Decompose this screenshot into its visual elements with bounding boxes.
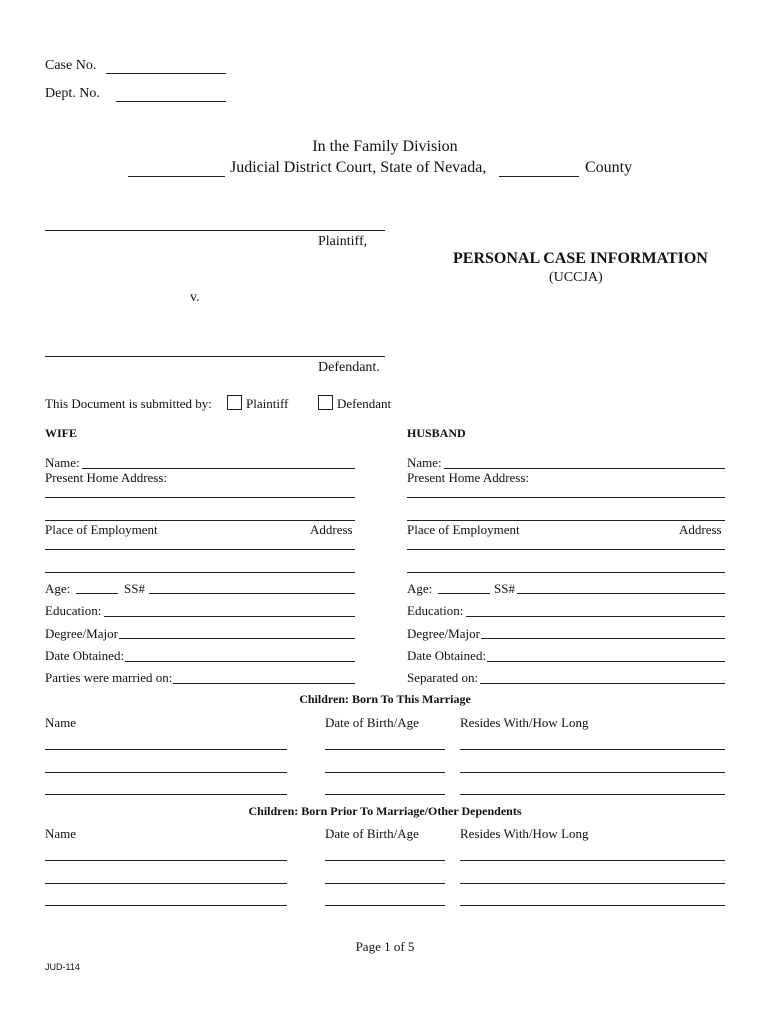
child-prior-dob-field[interactable] (325, 883, 445, 884)
plaintiff-label: Plaintiff, (318, 234, 368, 249)
form-subtitle: (UCCJA) (549, 270, 603, 285)
wife-heading: WIFE (45, 426, 78, 440)
wife-date-obtained-label: Date Obtained: (45, 648, 125, 663)
separated-on-label: Separated on: (407, 670, 479, 685)
child-prior-name-field[interactable] (45, 883, 287, 884)
wife-degree-label: Degree/Major (45, 626, 118, 641)
husband-date-obtained-label: Date Obtained: (407, 648, 487, 663)
child-prior-resides-field[interactable] (460, 860, 725, 861)
husband-name-label: Name: (407, 455, 442, 470)
husband-age-label: Age: (407, 581, 433, 596)
child-prior-resides-field[interactable] (460, 905, 725, 906)
husband-degree-label: Degree/Major (407, 626, 480, 641)
children-marriage-dob-header: Date of Birth/Age (325, 715, 419, 730)
husband-age-field[interactable] (438, 593, 490, 594)
children-prior-name-header: Name (45, 826, 77, 841)
wife-education-field[interactable] (104, 616, 355, 617)
wife-address-field-2[interactable] (45, 520, 355, 521)
husband-address-field-2[interactable] (407, 520, 725, 521)
wife-employment-field-2[interactable] (45, 572, 355, 573)
wife-education-label: Education: (45, 603, 102, 618)
wife-degree-field[interactable] (119, 638, 355, 639)
husband-education-label: Education: (407, 603, 464, 618)
husband-employment-field-2[interactable] (407, 572, 725, 573)
child-marriage-resides-field[interactable] (460, 772, 725, 773)
husband-ss-label: SS# (494, 581, 515, 596)
child-marriage-name-field[interactable] (45, 794, 287, 795)
married-on-field[interactable] (173, 683, 355, 684)
husband-address-field-1[interactable] (407, 497, 725, 498)
child-marriage-name-field[interactable] (45, 772, 287, 773)
children-marriage-resides-header: Resides With/How Long (460, 715, 589, 730)
form-title: PERSONAL CASE INFORMATION (453, 250, 708, 267)
husband-ss-field[interactable] (517, 593, 725, 594)
county-label: County (585, 159, 633, 176)
submitted-by-plaintiff-option[interactable]: Plaintiff (227, 395, 288, 412)
child-prior-resides-field[interactable] (460, 883, 725, 884)
defendant-name-field[interactable] (45, 356, 385, 357)
child-marriage-name-field[interactable] (45, 749, 287, 750)
separated-on-field[interactable] (480, 683, 725, 684)
children-prior-resides-header: Resides With/How Long (460, 826, 589, 841)
dept-number-field[interactable] (116, 86, 226, 102)
district-number-field[interactable] (128, 160, 225, 177)
defendant-label: Defendant. (318, 360, 380, 375)
wife-name-label: Name: (45, 455, 80, 470)
wife-name-field[interactable] (82, 468, 355, 469)
child-marriage-resides-field[interactable] (460, 749, 725, 750)
husband-heading: HUSBAND (407, 426, 466, 440)
child-marriage-dob-field[interactable] (325, 772, 445, 773)
husband-employment-label: Place of Employment (407, 522, 520, 537)
husband-degree-field[interactable] (481, 638, 725, 639)
child-prior-name-field[interactable] (45, 905, 287, 906)
submitted-by-defendant-option[interactable]: Defendant (318, 395, 391, 412)
versus-label: v. (190, 290, 200, 305)
child-prior-dob-field[interactable] (325, 905, 445, 906)
court-name: Judicial District Court, State of Nevada, (230, 159, 487, 176)
children-marriage-name-header: Name (45, 715, 77, 730)
child-marriage-dob-field[interactable] (325, 794, 445, 795)
wife-age-field[interactable] (76, 593, 118, 594)
married-on-label: Parties were married on: (45, 670, 173, 685)
husband-name-field[interactable] (444, 468, 725, 469)
wife-employment-label: Place of Employment (45, 522, 158, 537)
wife-date-obtained-field[interactable] (125, 661, 355, 662)
children-prior-dob-header: Date of Birth/Age (325, 826, 419, 841)
children-prior-heading: Children: Born Prior To Marriage/Other Dependents (248, 804, 522, 818)
husband-education-field[interactable] (466, 616, 725, 617)
page-number: Page 1 of 5 (355, 939, 415, 954)
case-number-field[interactable] (106, 58, 226, 74)
dept-number-label: Dept. No. (45, 86, 100, 101)
court-division: In the Family Division (312, 138, 458, 155)
wife-address-label: Present Home Address: (45, 470, 168, 485)
wife-employment-field-1[interactable] (45, 549, 355, 550)
plaintiff-name-field[interactable] (45, 230, 385, 231)
case-number-label: Case No. (45, 58, 97, 73)
child-marriage-resides-field[interactable] (460, 794, 725, 795)
child-prior-dob-field[interactable] (325, 860, 445, 861)
wife-address-field-1[interactable] (45, 497, 355, 498)
children-marriage-heading: Children: Born To This Marriage (299, 692, 471, 706)
husband-employment-field-1[interactable] (407, 549, 725, 550)
defendant-checkbox[interactable] (318, 395, 333, 410)
submitted-by-label: This Document is submitted by: (45, 396, 212, 411)
husband-address-label: Present Home Address: (407, 470, 530, 485)
wife-ss-field[interactable] (149, 593, 355, 594)
child-prior-name-field[interactable] (45, 860, 287, 861)
wife-emp-address-label: Address (310, 522, 353, 537)
husband-date-obtained-field[interactable] (487, 661, 725, 662)
plaintiff-checkbox[interactable] (227, 395, 242, 410)
husband-emp-address-label: Address (679, 522, 722, 537)
wife-ss-label: SS# (124, 581, 145, 596)
wife-age-label: Age: (45, 581, 71, 596)
county-field[interactable] (499, 160, 579, 177)
form-code: JUD-114 (45, 962, 80, 972)
child-marriage-dob-field[interactable] (325, 749, 445, 750)
